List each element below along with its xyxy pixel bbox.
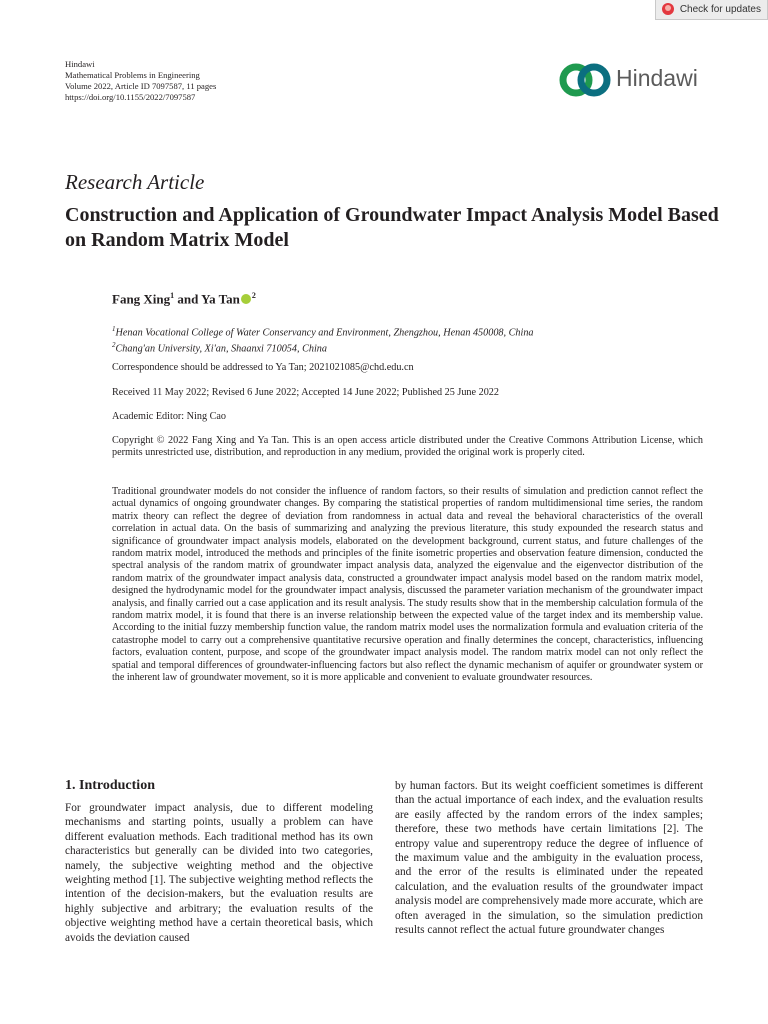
article-title: Construction and Application of Groundwater Impact Analysis Model Based on Random Matrix Model [65, 204, 719, 251]
author-name[interactable]: Fang Xing [112, 291, 171, 307]
section-heading: 1. Introduction [65, 778, 155, 793]
doi-link[interactable]: https://doi.org/10.1155/2022/7097587 [65, 92, 196, 102]
publication-dates: Received 11 May 2022; Revised 6 June 2022; Accepted 14 June 2022; Published 25 June 2022 [112, 387, 499, 398]
body-column-right: by human factors. But its weight coefficient sometimes is different than the actual importance of each index, and the evaluation results are easily affected by the random errors of the index samples; therefore, these two methods have certain limitations [2]. The entropy value and superentropy reduce the degree of influence of the maximum value and the ambiguity in the evaluation process, and the error of the results is eliminated under the repeated calculation, and the evaluation results of the groundwater impact analysis model are comprehensively made more accurate, which are often averaged in the simulation, so the simulation prediction results cannot reflect the actual future groundwater changes [395, 780, 703, 937]
affiliations [112, 323, 534, 356]
publisher-name: Hindawi [65, 59, 95, 69]
article-type: Research Article [65, 170, 205, 194]
author-name[interactable]: Ya Tan [201, 291, 240, 307]
academic-editor: Academic Editor: Ning Cao [112, 411, 227, 422]
hindawi-logo [558, 60, 706, 100]
journal-name: Mathematical Problems in Engineering [65, 70, 200, 80]
author-list [112, 291, 256, 307]
journal-info [65, 59, 216, 103]
correspondence: Correspondence should be addressed to Ya Tan; 2021021085@chd.edu.cn [112, 362, 414, 373]
body-column-left: For groundwater impact analysis, due to different modeling mechanisms and starting points, usually a problem can have different evaluation methods. Each traditional method has its own characteristics but generally can be divided into two categories, namely, the subjective weighting method and the objective weighting method [1]. The subjective weighting method reflects the intention of the decision-makers, but the evaluation results are highly subjective and arbitrary; the evaluation results of the objective weighting method have a certain theoretical basis, which avoids the deviation caused [65, 802, 373, 944]
copyright-notice: Copyright © 2022 Fang Xing and Ya Tan. This is an open access article distributed under the Creative Commons Attribution License, which permits unrestricted use, distribution, and reproduction in any medium, provided the original work is properly cited. [112, 435, 703, 459]
hindawi-logo-icon [558, 60, 616, 100]
affiliation: $^2$Chang'an University, Xi'an, Shaanxi 710054, China [112, 341, 327, 355]
volume-info: Volume 2022, Article ID 7097587, 11 pages [65, 81, 217, 91]
author-joiner: and [174, 291, 202, 307]
affiliation-marker: 2 [251, 291, 256, 300]
abstract: Traditional groundwater models do not consider the influence of random factors, so their results of simulation and prediction cannot reflect the actual dynamics of ongoing groundwater changes. By comparing the statistical properties of random multidimensional time series, the random matrix theory can reflect the degree of deviation from randomness in actual data and reveal the behavioral characteristics of the overall correlation in actual data. On the basis of summarizing and analyzing the previous literature, this study expounded the research status and significance of groundwater impact analysis models, elaborated on the development background, current status, and future challenges of the random matrix model, introduced the methods and principles of the finite isometric properties and observation feature dimension, conducted the spectral analysis of the random matrix of groundwater impact analysis data, analyzed the eigenvalue and the eigenvector distribution of the random matrix of the groundwater impact analysis data, constructed a groundwater impact analysis model based on the random matrix model, designed the hydrodynamic model for the groundwater impact analysis, discussed the parameter variation mechanism of the groundwater impact analysis, and finally carried out a case application and its result analysis. The study results show that in the membership calculation formula of the random matrix model, it is found that there is an inverse relationship between the expected value of the target index and its membership value. According to the initial fuzzy membership function value, the random matrix model uses the normalization formula and evaluation criteria of the catastrophe model to carry out a comprehensive quantitative recursive operation and finally determines the concept, characteristics, influencing factors, evaluation content, purpose, and scope of the groundwater impact analysis model. The random matrix model can not only reflect the spatial and temporal differences of groundwater-influencing factors but also reflect the dynamic mechanism of aquifer or groundwater system or the inherent law of groundwater movement, so it is more applicable and convenient to evaluate groundwater resources. [112, 486, 703, 684]
affiliation: $^1$Henan Vocational College of Water Conservancy and Environment, Zhengzhou, Henan 450008, China [112, 325, 534, 339]
hindawi-logo-text: Hindawi [616, 65, 698, 91]
orcid-icon[interactable] [241, 294, 251, 304]
check-for-updates-button[interactable] [655, 0, 768, 20]
check-for-updates-label: Check for updates [679, 4, 761, 15]
affiliation-marker: 1 [170, 291, 175, 300]
crossmark-icon [662, 3, 674, 15]
